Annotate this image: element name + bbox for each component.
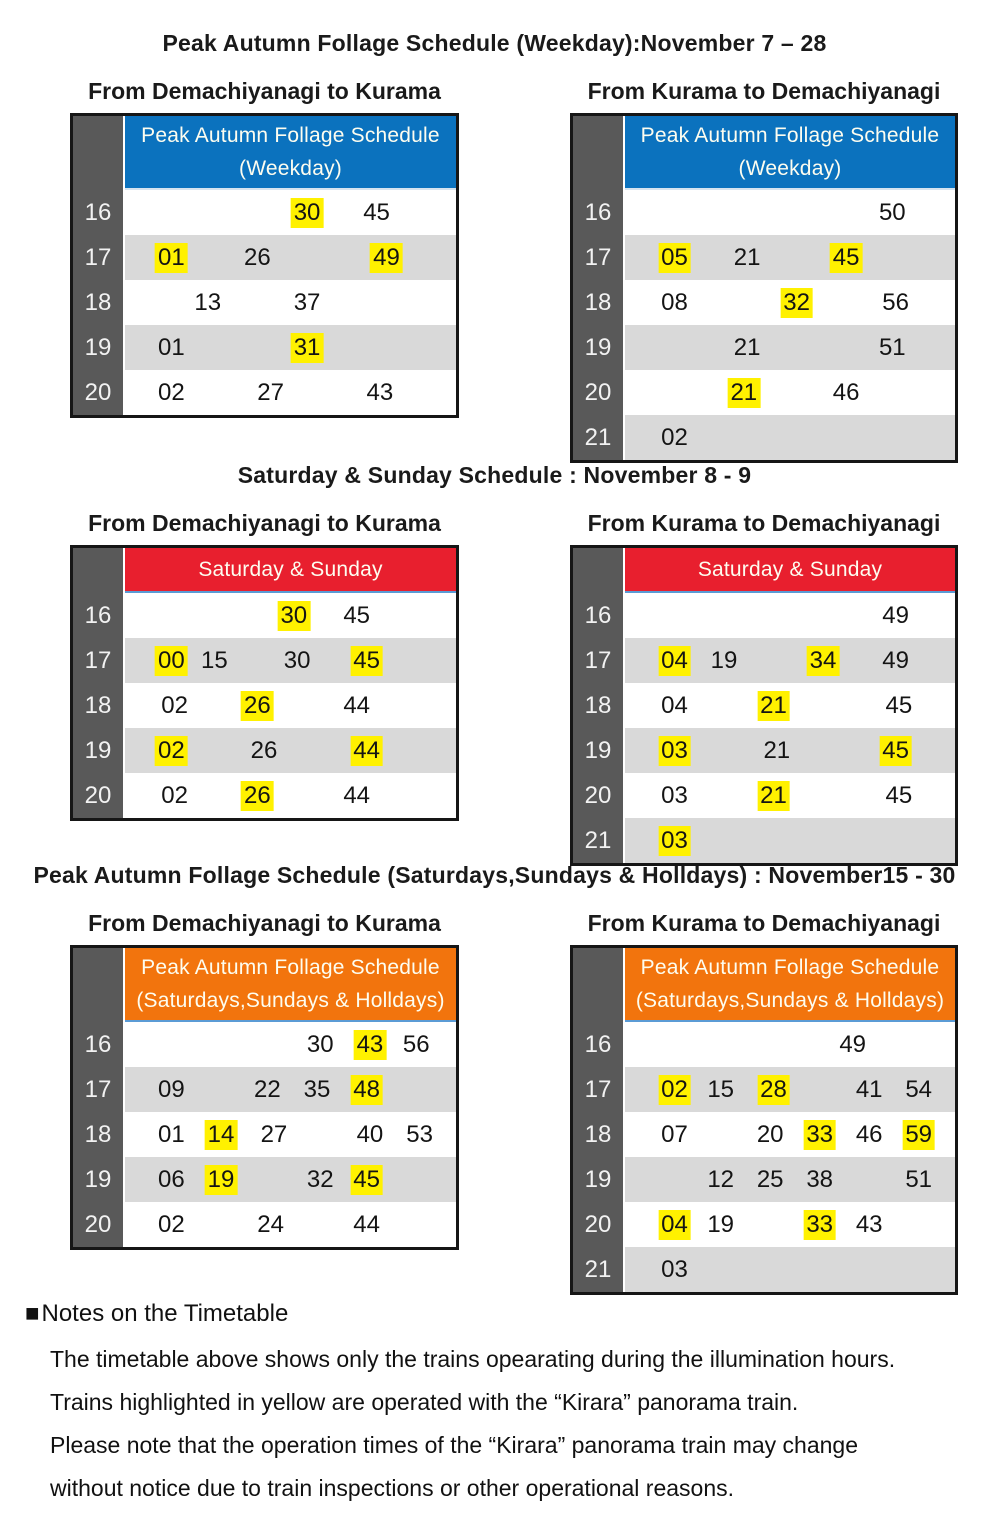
train-time-kirara-highlighted: 45 bbox=[350, 1165, 383, 1195]
direction-label-to-kurama: From Demachiyanagi to Kurama bbox=[88, 910, 441, 936]
timetable-row-hour-16 bbox=[573, 593, 955, 638]
train-time: 08 bbox=[661, 288, 688, 316]
train-time: 44 bbox=[343, 691, 371, 719]
minutes-cell-area bbox=[125, 1022, 456, 1067]
timetable-mount bbox=[70, 545, 459, 821]
minutes-cell-area bbox=[625, 638, 955, 683]
timetable-header-line: Saturday & Sunday bbox=[198, 557, 383, 581]
minutes-cell-area bbox=[625, 1247, 955, 1292]
minutes-cell-area bbox=[125, 190, 456, 235]
hour-column-corner bbox=[73, 116, 125, 190]
minutes-cell-area bbox=[125, 1067, 456, 1112]
notes-section bbox=[25, 1300, 970, 1500]
train-time: 38 bbox=[806, 1165, 834, 1193]
minutes-cell-area bbox=[125, 728, 456, 773]
train-time: 13 bbox=[194, 288, 222, 316]
timetable-header-line: (Saturdays,Sundays & Holldays) bbox=[635, 988, 945, 1012]
timetable-row-hour-21 bbox=[573, 1247, 955, 1292]
hour-label: 19 bbox=[73, 728, 125, 773]
train-time: 02 bbox=[161, 781, 188, 809]
train-time: 50 bbox=[878, 198, 906, 226]
timetable-row-hour-17 bbox=[73, 235, 456, 280]
hour-label: 17 bbox=[573, 1067, 625, 1112]
train-time-kirara-highlighted: 33 bbox=[803, 1210, 836, 1240]
train-time: 02 bbox=[661, 423, 688, 451]
square-bullet-icon: ■ bbox=[25, 1300, 40, 1327]
notes-line: Trains highlighted in yellow are operated with the “Kirara” panorama train. bbox=[50, 1389, 799, 1415]
timetable-header-line: Saturday & Sunday bbox=[697, 557, 883, 581]
timetable-row-hour-18 bbox=[73, 280, 456, 325]
direction-label-to-demachiyanagi: From Kurama to Demachiyanagi bbox=[587, 78, 941, 104]
timetable-header bbox=[625, 116, 955, 190]
section-title: Saturday & Sunday Schedule : November 8 - 9 bbox=[237, 462, 752, 488]
hour-label: 18 bbox=[73, 280, 125, 325]
train-time: 01 bbox=[157, 1120, 185, 1148]
train-time: 03 bbox=[661, 1255, 688, 1283]
hour-label: 20 bbox=[573, 1202, 625, 1247]
hour-label: 19 bbox=[73, 1157, 125, 1202]
direction-label-to-kurama: From Demachiyanagi to Kurama bbox=[88, 510, 441, 536]
timetable-row-hour-19 bbox=[73, 728, 456, 773]
timetable-row-hour-17 bbox=[573, 1067, 955, 1112]
minutes-cell-area bbox=[625, 280, 955, 325]
minutes-cell-area bbox=[125, 325, 456, 370]
train-time: 30 bbox=[283, 646, 311, 674]
hour-label: 21 bbox=[573, 415, 625, 460]
hour-column-corner bbox=[73, 948, 125, 1022]
hour-column-corner bbox=[573, 116, 625, 190]
timetable-row-hour-21 bbox=[573, 818, 955, 863]
notes-line: without notice due to train inspections or other operational reasons. bbox=[50, 1475, 735, 1501]
train-time-kirara-highlighted: 49 bbox=[370, 243, 403, 273]
train-time: 09 bbox=[157, 1075, 185, 1103]
hour-label: 20 bbox=[573, 773, 625, 818]
train-time-kirara-highlighted: 45 bbox=[879, 736, 912, 766]
train-time: 21 bbox=[733, 333, 761, 361]
timetable-row-hour-20 bbox=[573, 1202, 955, 1247]
train-time: 51 bbox=[878, 333, 906, 361]
timetable-header-line: Peak Autumn Follage Schedule bbox=[640, 124, 940, 148]
train-time: 44 bbox=[343, 781, 371, 809]
minutes-cell-area bbox=[125, 280, 456, 325]
train-time-kirara-highlighted: 45 bbox=[830, 243, 863, 273]
train-time: 25 bbox=[756, 1165, 784, 1193]
train-time-kirara-highlighted: 33 bbox=[803, 1120, 836, 1150]
minutes-cell-area bbox=[125, 773, 456, 818]
train-time: 30 bbox=[306, 1030, 334, 1058]
hour-label: 21 bbox=[573, 818, 625, 863]
train-time-kirara-highlighted: 26 bbox=[241, 691, 274, 721]
timetable-header bbox=[125, 116, 456, 190]
train-time: 15 bbox=[201, 646, 228, 674]
train-time-kirara-highlighted: 14 bbox=[205, 1120, 238, 1150]
train-time-kirara-highlighted: 32 bbox=[780, 288, 813, 318]
hour-label: 19 bbox=[573, 325, 625, 370]
timetable-row-hour-19 bbox=[73, 325, 456, 370]
train-time-kirara-highlighted: 30 bbox=[291, 198, 324, 228]
notes-heading-text: Notes on the Timetable bbox=[41, 1300, 289, 1327]
timetable-header bbox=[625, 948, 955, 1022]
train-time: 01 bbox=[157, 333, 185, 361]
timetable-row-hour-19 bbox=[73, 1157, 456, 1202]
train-time: 45 bbox=[885, 781, 913, 809]
direction-label-to-kurama: From Demachiyanagi to Kurama bbox=[88, 78, 441, 104]
train-time: 40 bbox=[356, 1120, 384, 1148]
minutes-cell-area bbox=[125, 1202, 456, 1247]
train-time: 45 bbox=[885, 691, 913, 719]
minutes-cell-area bbox=[625, 683, 955, 728]
train-time: 56 bbox=[882, 288, 909, 316]
train-time: 21 bbox=[763, 736, 791, 764]
minutes-cell-area bbox=[625, 1112, 955, 1157]
timetable-row-hour-16 bbox=[73, 190, 456, 235]
hour-column-corner bbox=[573, 548, 625, 593]
hour-label: 17 bbox=[73, 235, 125, 280]
timetable-header-line: (Saturdays,Sundays & Holldays) bbox=[136, 988, 445, 1012]
timetable-row-hour-16 bbox=[73, 593, 456, 638]
timetable-header-line: Peak Autumn Follage Schedule bbox=[141, 124, 440, 148]
train-time: 49 bbox=[882, 601, 909, 629]
train-time-kirara-highlighted: 34 bbox=[807, 646, 840, 676]
timetable-row-hour-16 bbox=[573, 190, 955, 235]
timetable-row-hour-18 bbox=[573, 1112, 955, 1157]
hour-label: 16 bbox=[73, 1022, 125, 1067]
timetable-satsun-demachiyanagi-to-kurama bbox=[70, 545, 459, 821]
train-time-kirara-highlighted: 04 bbox=[658, 1210, 691, 1240]
timetable-row-hour-18 bbox=[73, 683, 456, 728]
timetable-weekday-demachiyanagi-to-kurama bbox=[70, 113, 459, 418]
train-time: 19 bbox=[707, 1210, 735, 1238]
timetable-row-hour-19 bbox=[573, 728, 955, 773]
minutes-cell-area bbox=[625, 593, 955, 638]
train-time: 37 bbox=[293, 288, 321, 316]
hour-label: 18 bbox=[73, 683, 125, 728]
train-time-kirara-highlighted: 43 bbox=[354, 1030, 387, 1060]
train-time-kirara-highlighted: 59 bbox=[902, 1120, 935, 1150]
train-time: 35 bbox=[303, 1075, 331, 1103]
train-time-kirara-highlighted: 44 bbox=[350, 736, 383, 766]
train-time-kirara-highlighted: 02 bbox=[658, 1075, 691, 1105]
minutes-cell-area bbox=[625, 190, 955, 235]
minutes-cell-area bbox=[625, 1022, 955, 1067]
train-time: 24 bbox=[257, 1210, 284, 1238]
train-time: 41 bbox=[855, 1075, 883, 1103]
train-time: 19 bbox=[710, 646, 738, 674]
hour-label: 20 bbox=[573, 370, 625, 415]
section-title: Peak Autumn Follage Schedule (Weekday):November 7 – 28 bbox=[162, 30, 827, 56]
hour-label: 18 bbox=[573, 1112, 625, 1157]
timetable-mount bbox=[70, 945, 459, 1250]
train-time: 44 bbox=[353, 1210, 380, 1238]
train-time: 21 bbox=[733, 243, 761, 271]
train-time: 12 bbox=[707, 1165, 735, 1193]
minutes-cell-area bbox=[625, 1157, 955, 1202]
train-time: 06 bbox=[157, 1165, 185, 1193]
timetable-row-hour-20 bbox=[73, 773, 456, 818]
train-time-kirara-highlighted: 21 bbox=[757, 691, 790, 721]
hour-label: 17 bbox=[573, 235, 625, 280]
hour-label: 19 bbox=[573, 1157, 625, 1202]
timetable-row-hour-17 bbox=[73, 1067, 456, 1112]
direction-label-to-demachiyanagi: From Kurama to Demachiyanagi bbox=[587, 510, 941, 536]
train-time-kirara-highlighted: 30 bbox=[277, 601, 310, 631]
timetable-header bbox=[625, 548, 955, 593]
minutes-cell-area bbox=[625, 728, 955, 773]
train-time: 45 bbox=[343, 601, 371, 629]
minutes-cell-area bbox=[625, 818, 955, 863]
train-time: 32 bbox=[306, 1165, 334, 1193]
minutes-cell-area bbox=[625, 773, 955, 818]
train-time-kirara-highlighted: 48 bbox=[350, 1075, 383, 1105]
train-time: 46 bbox=[832, 378, 860, 406]
hour-label: 19 bbox=[73, 325, 125, 370]
hour-label: 16 bbox=[73, 190, 125, 235]
hour-label: 18 bbox=[573, 683, 625, 728]
timetable-row-hour-18 bbox=[573, 280, 955, 325]
hour-label: 20 bbox=[73, 1202, 125, 1247]
train-time: 27 bbox=[257, 378, 284, 406]
train-time-kirara-highlighted: 03 bbox=[658, 826, 691, 856]
train-time-kirara-highlighted: 05 bbox=[658, 243, 691, 273]
train-time: 51 bbox=[905, 1165, 933, 1193]
timetable-row-hour-17 bbox=[73, 638, 456, 683]
timetable-weekday-kurama-to-demachiyanagi bbox=[570, 113, 958, 463]
train-time: 26 bbox=[244, 243, 271, 271]
timetable-mount bbox=[70, 113, 459, 418]
timetable-holiday-kurama-to-demachiyanagi bbox=[570, 945, 958, 1295]
timetable-row-hour-19 bbox=[573, 1157, 955, 1202]
timetable-mount bbox=[570, 545, 958, 866]
train-time-kirara-highlighted: 19 bbox=[205, 1165, 238, 1195]
hour-label: 17 bbox=[573, 638, 625, 683]
hour-label: 16 bbox=[573, 593, 625, 638]
train-time: 43 bbox=[366, 378, 394, 406]
train-time: 02 bbox=[157, 1210, 185, 1238]
timetable-header-line: (Weekday) bbox=[239, 156, 342, 180]
minutes-cell-area bbox=[125, 638, 456, 683]
minutes-cell-area bbox=[125, 683, 456, 728]
minutes-cell-area bbox=[625, 415, 955, 460]
hour-label: 16 bbox=[73, 593, 125, 638]
minutes-cell-area bbox=[125, 235, 456, 280]
train-time: 03 bbox=[661, 781, 688, 809]
train-time-kirara-highlighted: 26 bbox=[241, 781, 274, 811]
timetable-row-hour-20 bbox=[73, 1202, 456, 1247]
train-time: 26 bbox=[250, 736, 278, 764]
timetable-satsun-kurama-to-demachiyanagi bbox=[570, 545, 958, 866]
timetable-row-hour-21 bbox=[573, 415, 955, 460]
hour-label: 21 bbox=[573, 1247, 625, 1292]
train-time: 02 bbox=[161, 691, 188, 719]
section-title: Peak Autumn Follage Schedule (Saturdays,Sundays & Holldays) : November15 - 30 bbox=[33, 862, 956, 888]
train-time: 43 bbox=[855, 1210, 883, 1238]
train-time-kirara-highlighted: 03 bbox=[658, 736, 691, 766]
train-time: 02 bbox=[157, 378, 185, 406]
hour-label: 17 bbox=[73, 638, 125, 683]
hour-label: 18 bbox=[73, 1112, 125, 1157]
train-time-kirara-highlighted: 28 bbox=[757, 1075, 790, 1105]
train-time: 22 bbox=[253, 1075, 281, 1103]
timetable-row-hour-16 bbox=[73, 1022, 456, 1067]
train-time-kirara-highlighted: 21 bbox=[757, 781, 790, 811]
timetable-header-line: Peak Autumn Follage Schedule bbox=[141, 956, 440, 980]
train-time: 45 bbox=[363, 198, 390, 226]
hour-label: 16 bbox=[573, 1022, 625, 1067]
hour-column-corner bbox=[73, 548, 125, 593]
timetable-row-hour-18 bbox=[573, 683, 955, 728]
minutes-cell-area bbox=[125, 370, 456, 415]
timetable-header bbox=[125, 548, 456, 593]
timetable-row-hour-20 bbox=[573, 773, 955, 818]
timetable-row-hour-16 bbox=[573, 1022, 955, 1067]
timetable-header bbox=[125, 948, 456, 1022]
timetable-mount bbox=[570, 945, 958, 1295]
timetable-row-hour-17 bbox=[573, 638, 955, 683]
train-time: 54 bbox=[905, 1075, 933, 1103]
train-time: 04 bbox=[661, 691, 688, 719]
timetable-row-hour-17 bbox=[573, 235, 955, 280]
minutes-cell-area bbox=[125, 1157, 456, 1202]
hour-label: 20 bbox=[73, 370, 125, 415]
hour-label: 16 bbox=[573, 190, 625, 235]
hour-label: 20 bbox=[73, 773, 125, 818]
train-time: 53 bbox=[406, 1120, 433, 1148]
train-time-kirara-highlighted: 01 bbox=[155, 243, 188, 273]
minutes-cell-area bbox=[625, 1067, 955, 1112]
notes-line: Please note that the operation times of the “Kirara” panorama train may change bbox=[50, 1432, 859, 1458]
timetable-mount bbox=[570, 113, 958, 463]
timetable-header-line: Peak Autumn Follage Schedule bbox=[640, 956, 940, 980]
hour-label: 19 bbox=[573, 728, 625, 773]
train-time: 15 bbox=[707, 1075, 735, 1103]
train-time: 49 bbox=[882, 646, 909, 674]
train-time: 56 bbox=[402, 1030, 430, 1058]
notes-heading bbox=[25, 1300, 970, 1328]
train-time-kirara-highlighted: 04 bbox=[658, 646, 691, 676]
train-time-kirara-highlighted: 02 bbox=[155, 736, 188, 766]
minutes-cell-area bbox=[625, 1202, 955, 1247]
train-time: 20 bbox=[756, 1120, 784, 1148]
notes-line: The timetable above shows only the trains opearating during the illumination hours. bbox=[50, 1346, 896, 1372]
hour-label: 18 bbox=[573, 280, 625, 325]
hour-label: 17 bbox=[73, 1067, 125, 1112]
timetable-row-hour-20 bbox=[573, 370, 955, 415]
minutes-cell-area bbox=[125, 593, 456, 638]
train-time-kirara-highlighted: 45 bbox=[350, 646, 383, 676]
minutes-cell-area bbox=[125, 1112, 456, 1157]
timetable-holiday-demachiyanagi-to-kurama bbox=[70, 945, 459, 1250]
hour-column-corner bbox=[573, 948, 625, 1022]
timetable-row-hour-19 bbox=[573, 325, 955, 370]
timetable-row-hour-20 bbox=[73, 370, 456, 415]
train-time: 46 bbox=[855, 1120, 883, 1148]
train-time-kirara-highlighted: 00 bbox=[155, 646, 188, 676]
minutes-cell-area bbox=[625, 370, 955, 415]
timetable-header-line: (Weekday) bbox=[738, 156, 842, 180]
train-time-kirara-highlighted: 31 bbox=[291, 333, 324, 363]
train-time: 27 bbox=[260, 1120, 288, 1148]
minutes-cell-area bbox=[625, 235, 955, 280]
direction-label-to-demachiyanagi: From Kurama to Demachiyanagi bbox=[587, 910, 941, 936]
train-time: 07 bbox=[661, 1120, 688, 1148]
train-time-kirara-highlighted: 21 bbox=[727, 378, 760, 408]
timetable-row-hour-18 bbox=[73, 1112, 456, 1157]
minutes-cell-area bbox=[625, 325, 955, 370]
train-time: 49 bbox=[839, 1030, 867, 1058]
